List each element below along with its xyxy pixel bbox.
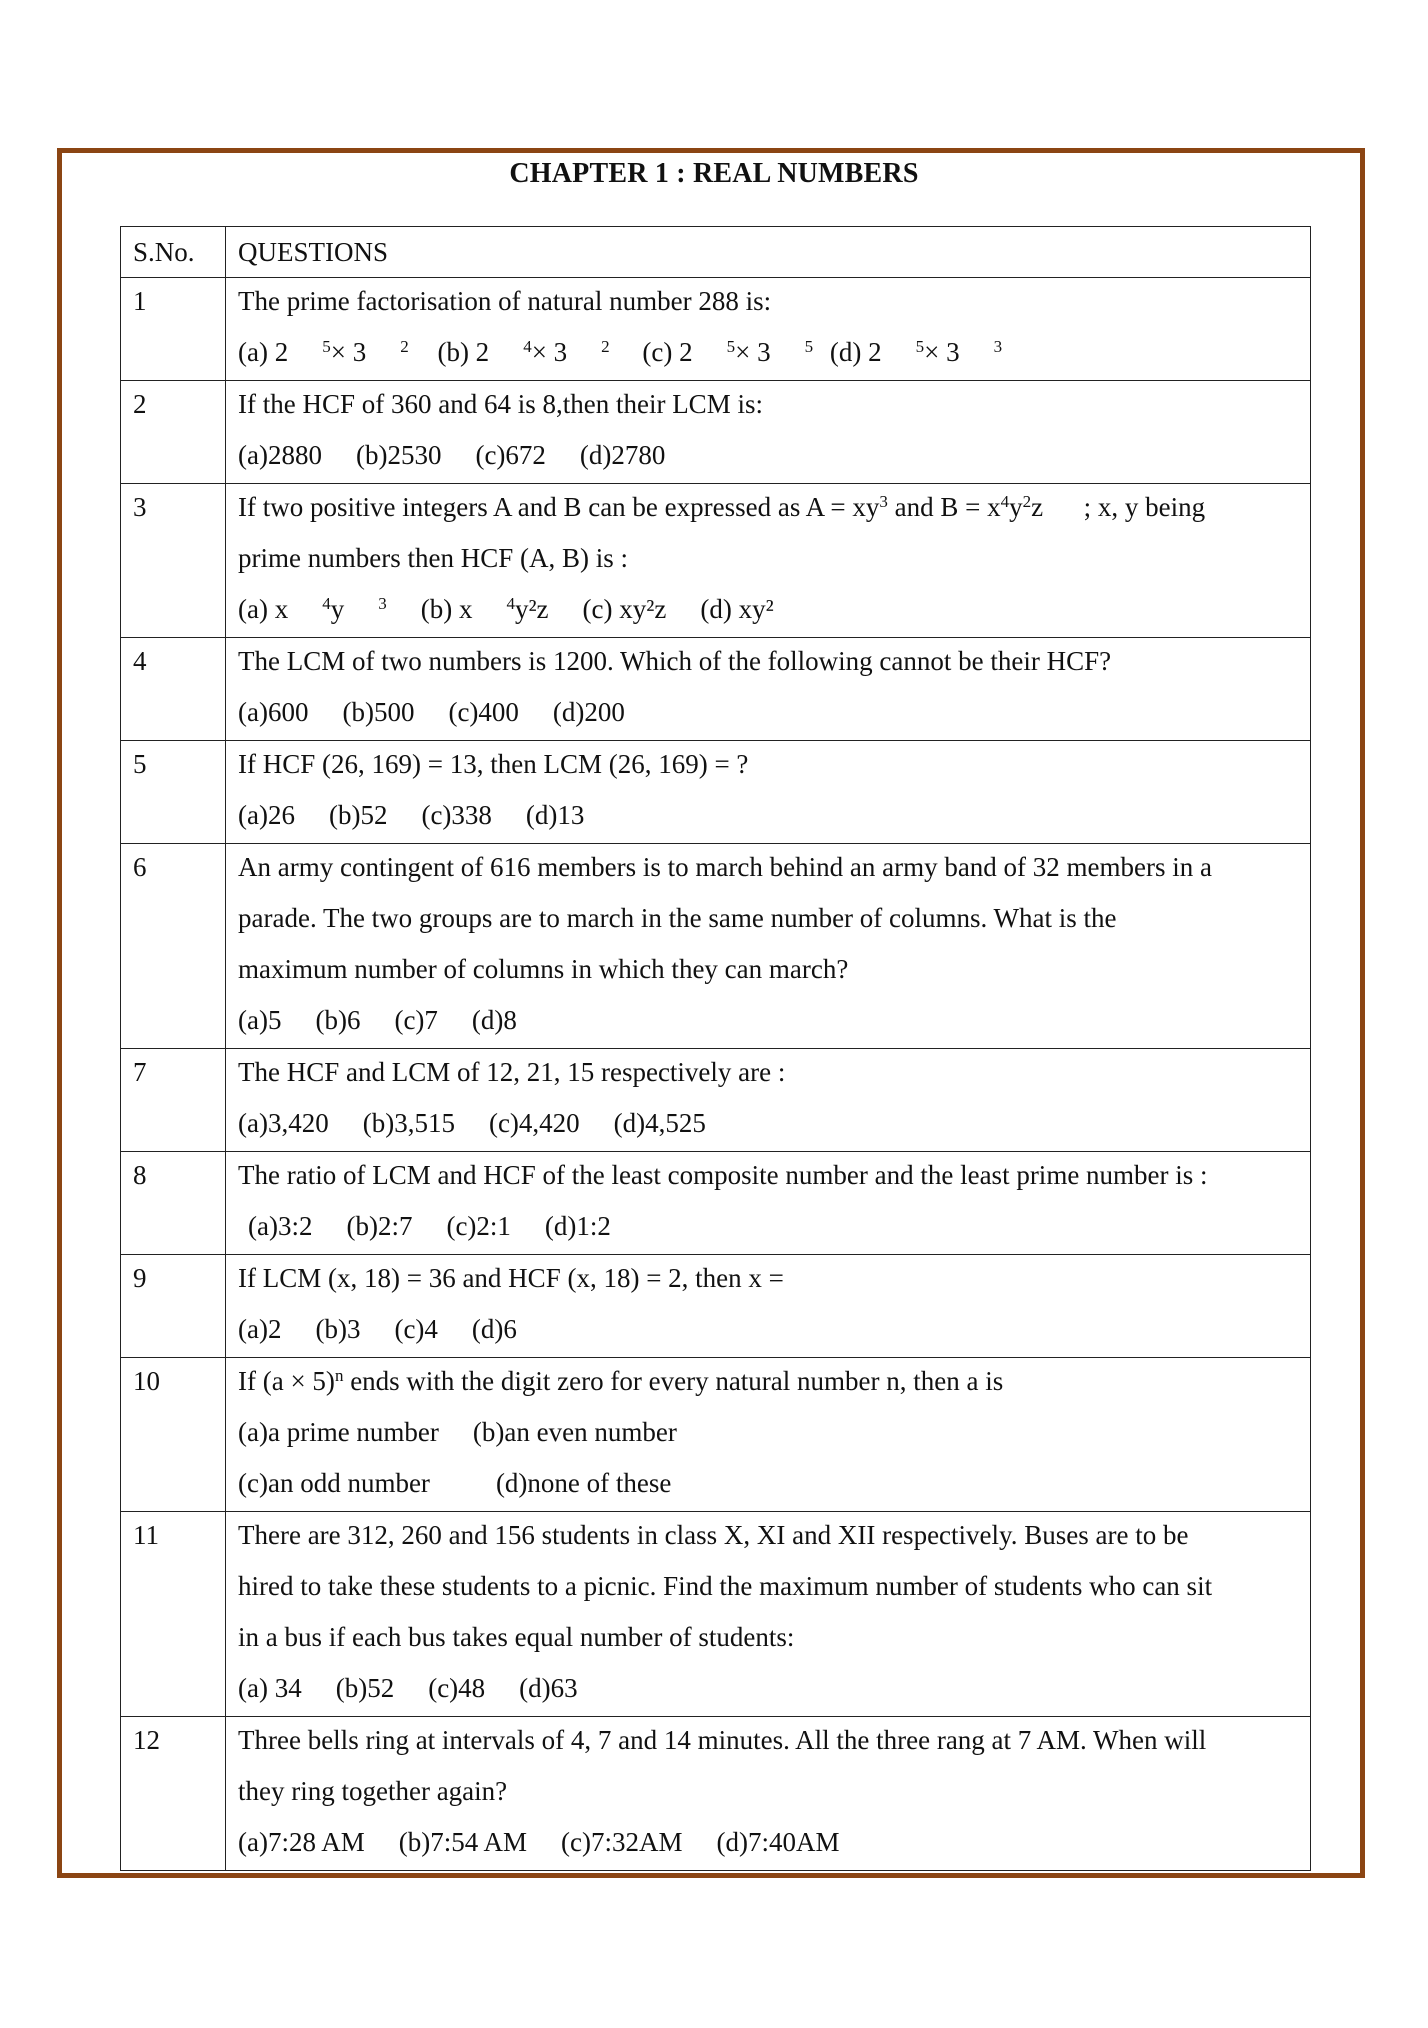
option-a: (a)600: [238, 697, 309, 727]
option-d: (d)63: [519, 1673, 578, 1703]
exponent: 2: [400, 337, 409, 356]
option-a: (a)a prime number: [238, 1417, 439, 1447]
options-row: [238, 329, 1300, 380]
text-segment: If (a × 5): [238, 1366, 335, 1396]
exponent: 3: [378, 594, 387, 613]
option-b: (b)6: [315, 1005, 361, 1035]
exponent: 4: [1000, 492, 1010, 511]
option-c: (c)338: [421, 800, 492, 830]
option-c: (c)7: [394, 1005, 438, 1035]
option-a: (a)2880: [238, 440, 322, 470]
option-b: (b)500: [342, 697, 415, 727]
table-row: [121, 1512, 1311, 1717]
text-segment: If two positive integers A and B can be expressed as A = xy: [238, 492, 880, 522]
option-b: [437, 329, 609, 375]
question-number: 4: [133, 646, 147, 676]
option-text: y: [330, 594, 345, 624]
questions-table: [120, 226, 1311, 1871]
exponent: 3: [879, 492, 888, 511]
question-text: If the HCF of 360 and 64 is 8,then their LCM is:: [238, 389, 763, 419]
options-row: [238, 1306, 1300, 1357]
text-segment: ends with the digit zero for every natural number n, then a is: [343, 1366, 1004, 1396]
exponent: 5: [322, 337, 331, 356]
exponent: 4: [523, 337, 532, 356]
option-d: (d) xy²: [700, 594, 774, 624]
option-b: [421, 586, 549, 632]
text-segment: and B = x: [887, 492, 1001, 522]
table-row: [121, 381, 1311, 484]
options-row: [238, 1819, 1300, 1870]
options-row: [238, 997, 1300, 1048]
options-row: [238, 792, 1300, 843]
option-c: (c)4,420: [488, 1108, 580, 1138]
options-row: [238, 1409, 1300, 1460]
exponent: 5: [915, 337, 925, 356]
exponent: 5: [804, 337, 814, 356]
option-text: (d) 2: [829, 337, 882, 367]
table-row: [121, 278, 1311, 381]
chapter-title: CHAPTER 1 : REAL NUMBERS: [509, 158, 919, 189]
option-c: (c) xy²z: [582, 594, 667, 624]
options-row: [238, 432, 1300, 483]
option-b: (b)3,515: [362, 1108, 455, 1138]
option-text: × 3: [330, 337, 367, 367]
option-d: (d)200: [552, 697, 625, 727]
exponent: 4: [506, 594, 515, 613]
option-text: (a) x: [238, 594, 289, 624]
table-row: [121, 1152, 1311, 1255]
question-number: 5: [133, 749, 147, 779]
question-text: maximum number of columns in which they can march?: [238, 954, 849, 984]
option-a: [238, 586, 387, 632]
table-row: [121, 1717, 1311, 1871]
question-number: 10: [133, 1366, 160, 1396]
question-number: 3: [133, 492, 147, 522]
option-d: (d)2780: [579, 440, 666, 470]
table-row: [121, 844, 1311, 1049]
question-number: 7: [133, 1057, 147, 1087]
exponent: 5: [726, 337, 736, 356]
option-c: [642, 329, 813, 375]
option-a: (a)3:2: [248, 1211, 313, 1241]
question-number: 11: [133, 1520, 159, 1550]
question-text: The HCF and LCM of 12, 21, 15 respectively are :: [238, 1057, 786, 1087]
exponent: 2: [1022, 492, 1032, 511]
option-text: × 3: [735, 337, 771, 367]
option-c: (c)2:1: [446, 1211, 511, 1241]
option-d: (d)1:2: [544, 1211, 611, 1241]
table-row: [121, 484, 1311, 638]
question-text: The LCM of two numbers is 1200. Which of the following cannot be their HCF?: [238, 646, 1112, 676]
option-d: (d)8: [471, 1005, 517, 1035]
option-text: × 3: [531, 337, 568, 367]
text-segment: y: [1009, 492, 1023, 522]
option-b: (b)2:7: [346, 1211, 413, 1241]
option-d: (d)4,525: [613, 1108, 706, 1138]
question-text: [238, 1358, 1300, 1409]
options-row: [238, 689, 1300, 740]
table-row: [121, 1049, 1311, 1152]
option-c: (c)7:32AM: [560, 1827, 683, 1857]
question-text: An army contingent of 616 members is to march behind an army band of 32 members in a: [238, 852, 1213, 882]
question-number: 1: [133, 286, 147, 316]
option-b: (b)52: [328, 800, 388, 830]
option-c: (c)400: [448, 697, 519, 727]
options-row: [238, 1100, 1300, 1151]
question-number: 8: [133, 1160, 147, 1190]
question-text: hired to take these students to a picnic. Find the maximum number of students who can sit: [238, 1571, 1213, 1601]
option-a: (a) 34: [238, 1673, 302, 1703]
question-text: they ring together again?: [238, 1776, 508, 1806]
table-row: [121, 1255, 1311, 1358]
options-row: [238, 1203, 1300, 1254]
option-b: (b)3: [315, 1314, 361, 1344]
question-text: prime numbers then HCF (A, B) is :: [238, 543, 628, 573]
question-text: in a bus if each bus takes equal number of students:: [238, 1622, 795, 1652]
question-text: Three bells ring at intervals of 4, 7 and 14 minutes. All the three rang at 7 AM. When will: [238, 1725, 1207, 1755]
options-row: [238, 586, 1300, 637]
exponent: 2: [601, 337, 610, 356]
table-row: [121, 741, 1311, 844]
table-header-row: [121, 227, 1311, 278]
option-a: (a)26: [238, 800, 295, 830]
option-b: (b)an even number: [472, 1417, 677, 1447]
option-a: (a)2: [238, 1314, 282, 1344]
question-text: If HCF (26, 169) = 13, then LCM (26, 169) = ?: [238, 749, 749, 779]
exponent: 4: [322, 594, 331, 613]
option-text: (a) 2: [238, 337, 289, 367]
option-b: (b)7:54 AM: [398, 1827, 527, 1857]
option-c: (c)672: [475, 440, 546, 470]
option-c: (c)an odd number: [238, 1468, 430, 1498]
exponent: 3: [993, 337, 1003, 356]
option-text: (b) x: [420, 594, 473, 624]
question-text: If LCM (x, 18) = 36 and HCF (x, 18) = 2, then x =: [238, 1263, 784, 1293]
option-a: (a)5: [238, 1005, 282, 1035]
question-number: 2: [133, 389, 147, 419]
option-text: (b) 2: [437, 337, 490, 367]
text-segment: z ; x, y being: [1031, 492, 1206, 522]
exponent: n: [334, 1366, 344, 1385]
options-row: [238, 1665, 1300, 1716]
option-b: (b)52: [335, 1673, 395, 1703]
question-number: 6: [133, 852, 147, 882]
question-text: The ratio of LCM and HCF of the least composite number and the least prime number is :: [238, 1160, 1208, 1190]
option-c: (c)4: [394, 1314, 438, 1344]
option-text: (c) 2: [642, 337, 693, 367]
option-c: (c)48: [428, 1673, 486, 1703]
option-a: (a)7:28 AM: [238, 1827, 365, 1857]
table-row: [121, 1358, 1311, 1512]
question-text: [238, 484, 1300, 535]
option-a: (a)3,420: [238, 1108, 329, 1138]
question-text: The prime factorisation of natural number 288 is:: [238, 286, 772, 316]
option-d: (d)none of these: [495, 1468, 672, 1498]
option-b: (b)2530: [355, 440, 442, 470]
option-d: (d)6: [471, 1314, 517, 1344]
option-d: [830, 329, 1002, 375]
question-number: 9: [133, 1263, 147, 1293]
table-row: [121, 638, 1311, 741]
question-number: 12: [133, 1725, 160, 1755]
option-text: y²z: [514, 594, 549, 624]
options-row: [238, 1460, 1300, 1511]
header-questions: QUESTIONS: [226, 227, 1311, 278]
header-sno: S.No.: [121, 227, 226, 278]
option-text: × 3: [924, 337, 960, 367]
option-d: (d)7:40AM: [716, 1827, 840, 1857]
question-text: There are 312, 260 and 156 students in class X, XI and XII respectively. Buses are to be: [238, 1520, 1189, 1550]
option-a: [238, 329, 409, 375]
question-text: parade. The two groups are to march in the same number of columns. What is the: [238, 903, 1117, 933]
option-d: (d)13: [525, 800, 585, 830]
